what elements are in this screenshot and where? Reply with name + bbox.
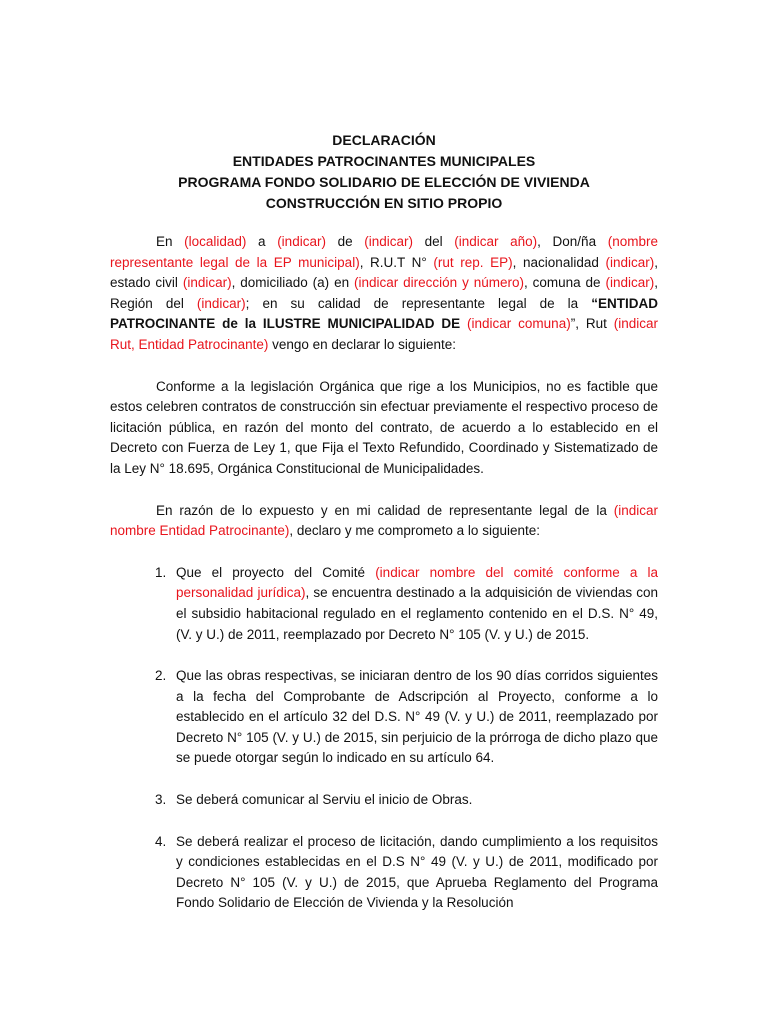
title-line-1: DECLARACIÓN (332, 132, 436, 148)
list-item (110, 790, 658, 811)
title-line-4: CONSTRUCCIÓN EN SITIO PROPIO (265, 195, 503, 211)
placeholder-dia: (indicar) (277, 234, 326, 249)
list-item (110, 832, 658, 914)
placeholder-localidad: (localidad) (184, 234, 247, 249)
placeholder-entidad-nombre: (indicar nombre Entidad Patrocinante) (110, 502, 658, 539)
intro-text: a (246, 234, 278, 249)
list-item-text: , se encuentra destinado a la adquisición de viviendas con el subsidio habitacional regulado en el reglamento contenido en el D.S. N° 49, (V. y U.) de 2011, reemplazado por Decreto N° 105 (V. y U.) de 2015. (176, 585, 658, 642)
intro-text: ; en su calidad de representante legal de la (245, 295, 592, 311)
placeholder-comuna-municipalidad: (indicar comuna) (467, 316, 571, 332)
placeholder-rut-entidad: (indicar Rut, Entidad Patrocinante) (110, 316, 658, 352)
placeholder-representante: (nombre representante legal de la EP municipal) (110, 234, 658, 270)
commitment-text: , declaro y me comprometo a lo siguiente: (289, 523, 540, 539)
intro-paragraph (110, 232, 658, 356)
placeholder-estado-civil: (indicar) (182, 275, 232, 291)
entidad-bold-text: “ENTIDAD PATROCINANTE de la ILUSTRE MUNICIPALIDAD DE (110, 295, 658, 332)
document-title (110, 130, 658, 214)
intro-text: vengo en declarar lo siguiente: (268, 336, 456, 352)
placeholder-nacionalidad: (indicar) (605, 254, 655, 270)
list-item (110, 563, 658, 645)
commitment-paragraph (110, 501, 658, 542)
title-line-2: ENTIDADES PATROCINANTES MUNICIPALES (232, 153, 536, 169)
intro-text: , domiciliado (a) en (231, 275, 354, 291)
placeholder-comuna: (indicar) (605, 275, 655, 291)
list-item (110, 666, 658, 769)
placeholder-anio: (indicar año) (454, 234, 538, 249)
intro-text: del (412, 234, 455, 249)
intro-text: , estado civil (110, 254, 658, 291)
list-item-text: Que el proyecto del Comité (176, 564, 376, 580)
intro-text: , comuna de (523, 275, 606, 291)
intro-text: , R.U.T N° (359, 254, 434, 270)
placeholder-region: (indicar) (196, 295, 246, 311)
placeholder-direccion: (indicar dirección y número) (353, 275, 524, 291)
intro-text: En (156, 234, 185, 249)
intro-text: , Don/ña (537, 234, 608, 249)
list-item-text: Se deberá comunicar al Serviu el inicio de Obras. (176, 792, 473, 808)
intro-text: ”, Rut (570, 316, 614, 332)
list-number: 4. (155, 833, 167, 849)
list-number: 2. (155, 668, 167, 684)
legislation-paragraph: Conforme a la legislación Orgánica que rige a los Municipios, no es factible que estos celebren contratos de construcción sin efectuar previamente el respectivo proceso de licitación pública, en razón del monto del contrato, de acuerdo a lo establecido en el Decreto con Fuerza de Ley 1, que Fija el Texto Refundido, Coordinado y Sistematizado de la Ley N° 18.695, Orgánica Constitucional de Municipalidades. (110, 378, 658, 476)
title-line-3: PROGRAMA FONDO SOLIDARIO DE ELECCIÓN DE VIVIENDA (178, 174, 590, 190)
placeholder-rut-rep: (rut rep. EP) (433, 254, 513, 270)
placeholder-comite: (indicar nombre del comité conforme a la personalidad jurídica) (176, 564, 659, 601)
commitment-list (110, 563, 658, 914)
list-item-text: Que las obras respectivas, se iniciaran dentro de los 90 días corridos siguientes a la fecha del Comprobante de Adscripción al Proyecto, conforme a lo establecido en el artículo 32 del D.S. N° 49 (V. y U.) de 2011, reemplazado por Decreto N° 105 (V. y U.) de 2015, sin perjuicio de la prórroga de dicho plazo que se puede otorgar según lo indicado en su artículo 64. (176, 668, 658, 766)
list-item-text: Se deberá realizar el proceso de licitación, dando cumplimiento a los requisitos y condiciones establecidas en el D.S N° 49 (V. y U.) de 2011, modificado por Decreto N° 105 (V. y U.) de 2015, que Aprueba Reglamento del Programa Fondo Solidario de Elección de Vivienda y la Resolución (176, 833, 658, 911)
placeholder-mes: (indicar) (364, 234, 413, 249)
list-number: 3. (155, 792, 167, 808)
intro-text: , nacionalidad (512, 254, 606, 270)
commitment-text: En razón de lo expuesto y en mi calidad de representante legal de la (156, 502, 614, 518)
list-number: 1. (155, 564, 167, 580)
intro-text: , Región del (110, 275, 658, 311)
intro-text: de (325, 234, 365, 249)
